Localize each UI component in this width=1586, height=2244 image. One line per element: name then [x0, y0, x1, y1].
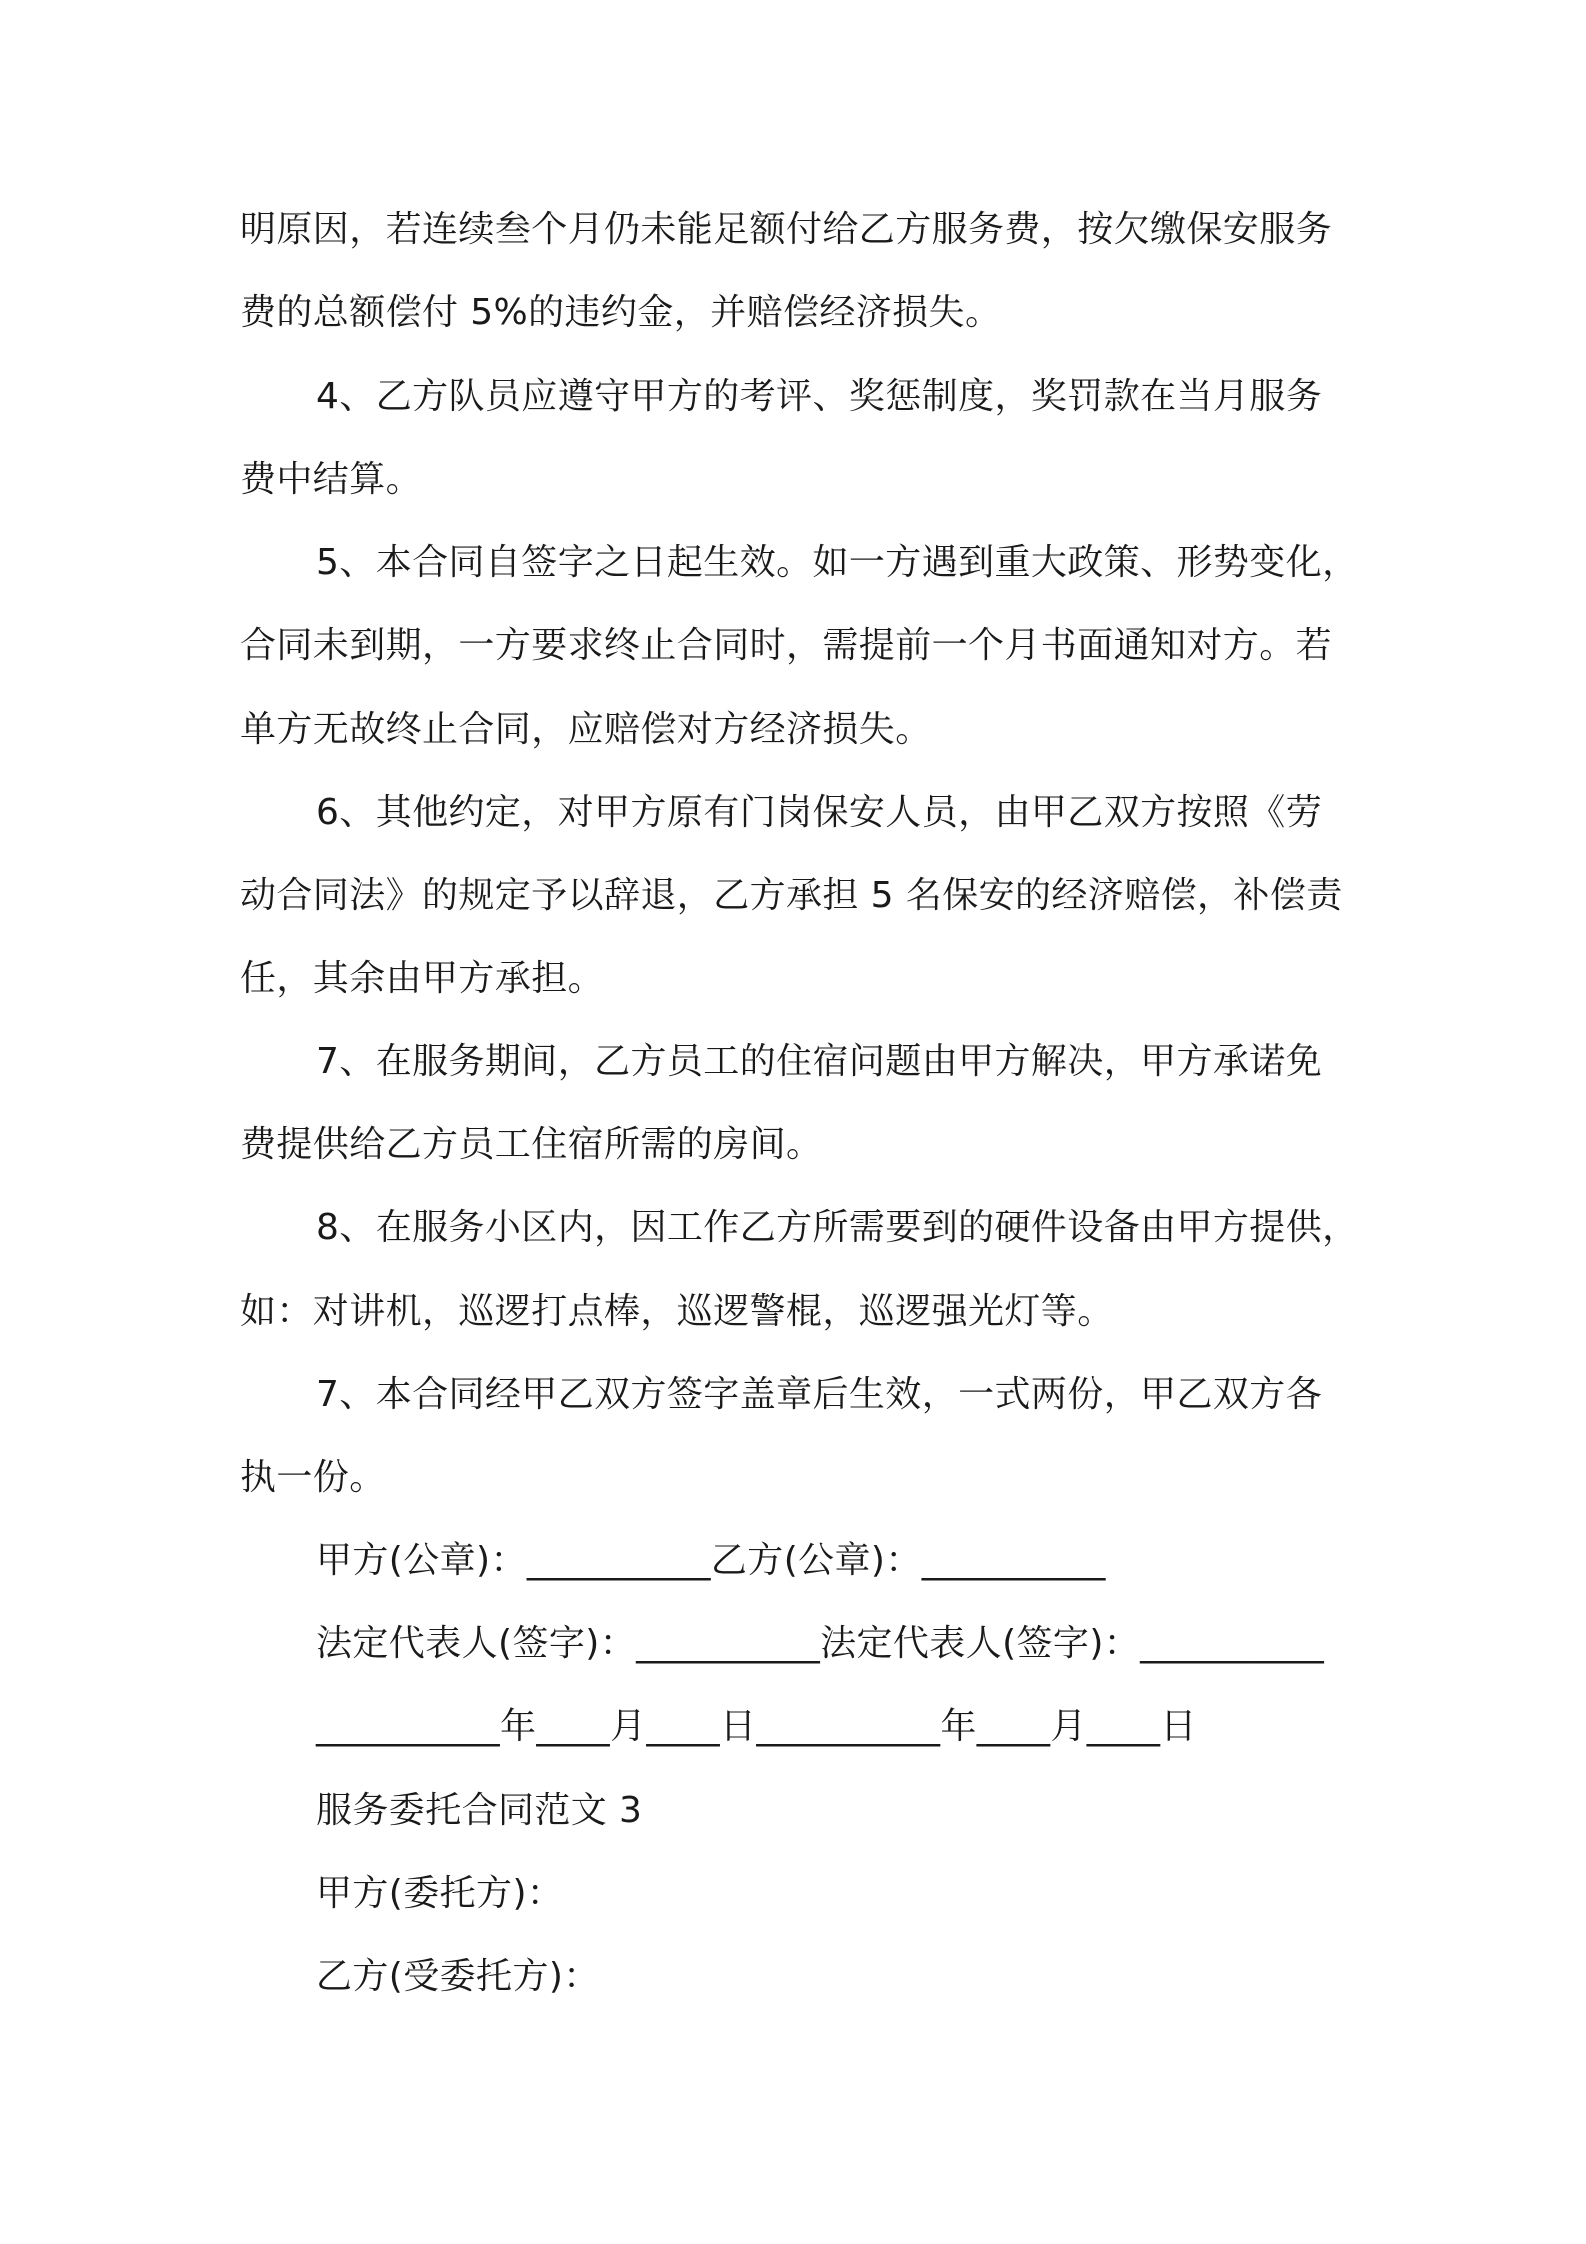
paragraph-line: 如：对讲机，巡逻打点棒，巡逻警棍，巡逻强光灯等。: [240, 1291, 1114, 1332]
clause-7b-line: 7、本合同经甲乙双方签字盖章后生效，一式两份，甲乙双方各: [316, 1374, 1323, 1415]
paragraph-line: 费的总额偿付 5%的违约金，并赔偿经济损失。: [240, 292, 1002, 333]
section-title: 服务委托合同范文 3: [316, 1790, 643, 1831]
paragraph-line: 明原因，若连续叁个月仍未能足额付给乙方服务费，按欠缴保安服务: [240, 209, 1333, 250]
paragraph-line: 合同未到期，一方要求终止合同时，需提前一个月书面通知对方。若: [240, 625, 1333, 666]
paragraph-line: 单方无故终止合同，应赔偿对方经济损失。: [240, 709, 932, 750]
clause-4-line: 4、乙方队员应遵守甲方的考评、奖惩制度，奖罚款在当月服务: [316, 376, 1323, 417]
clause-5-line: 5、本合同自签字之日起生效。如一方遇到重大政策、形势变化，: [316, 542, 1359, 583]
party-a-label: 甲方(委托方)：: [316, 1873, 564, 1914]
party-b-label: 乙方(受委托方)：: [316, 1956, 600, 1997]
signature-representative-line: 法定代表人(签字)：__________法定代表人(签字)：__________: [316, 1623, 1325, 1664]
clause-8-line: 8、在服务小区内，因工作乙方所需要到的硬件设备由甲方提供，: [316, 1207, 1359, 1248]
signature-date-line: __________年____月____日__________年____月____日: [316, 1706, 1197, 1747]
clause-7-line: 7、在服务期间，乙方员工的住宿问题由甲方解决，甲方承诺免: [316, 1041, 1323, 1082]
paragraph-line: 任，其余由甲方承担。: [240, 958, 605, 999]
clause-6-line: 6、其他约定，对甲方原有门岗保安人员，由甲乙双方按照《劳: [316, 792, 1323, 833]
paragraph-line: 执一份。: [240, 1457, 386, 1498]
paragraph-line: 费提供给乙方员工住宿所需的房间。: [240, 1124, 823, 1165]
paragraph-line: 费中结算。: [240, 459, 423, 500]
signature-party-line: 甲方(公章)：__________乙方(公章)：__________: [316, 1540, 1106, 1581]
paragraph-line: 动合同法》的规定予以辞退，乙方承担 5 名保安的经济赔偿，补偿责: [240, 875, 1343, 916]
